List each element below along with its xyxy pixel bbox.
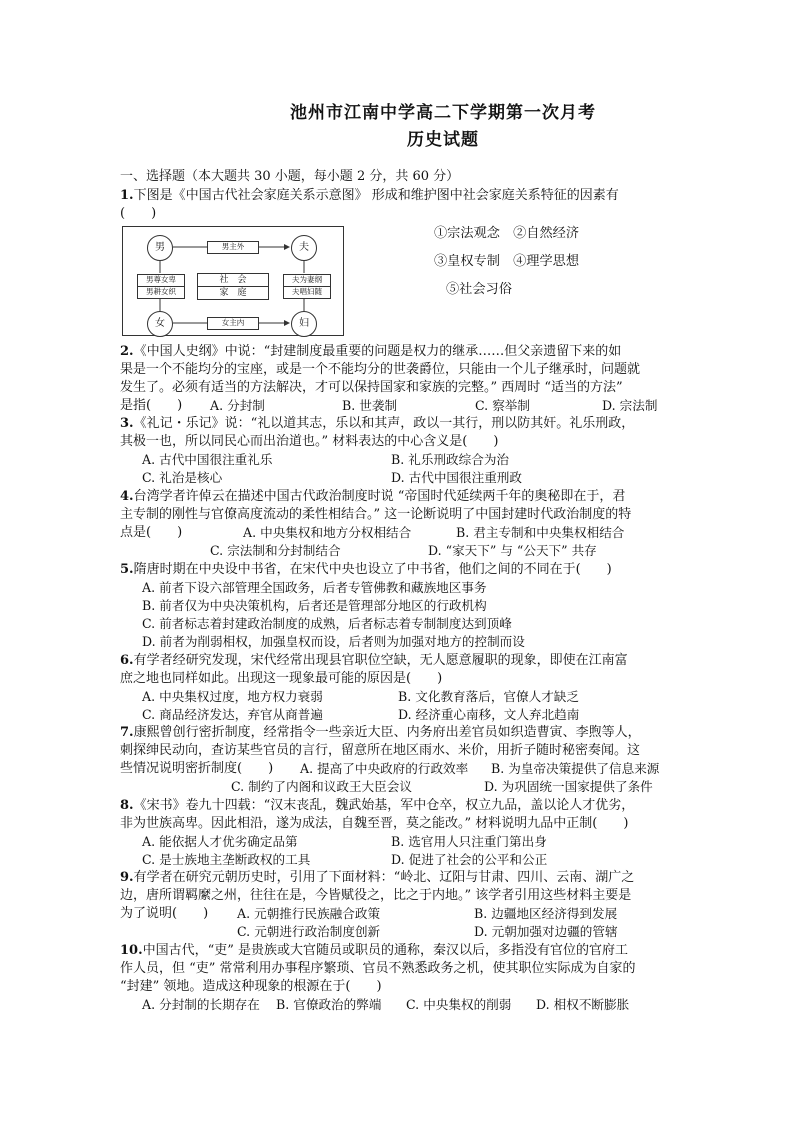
option-b: B. 边疆地区经济得到发展 bbox=[474, 906, 618, 921]
option-d: D. 相权不断膨胀 bbox=[536, 997, 630, 1012]
question-4-line-1 bbox=[120, 488, 625, 505]
question-number: 1. bbox=[120, 188, 134, 203]
option-b: B. 官僚政治的弊端 bbox=[276, 997, 382, 1012]
option-d: D. 元朝加强对边疆的管辖 bbox=[474, 924, 618, 939]
female-inside-box: 女主内 bbox=[207, 317, 259, 330]
exam-subtitle: 历史试题 bbox=[407, 130, 479, 150]
question-2-line-3: 发生了。必须有适当的方法解决，才可以保持国家和家族的完整。” 西周时 “适当的方法” bbox=[120, 380, 623, 395]
option-a: A. 分封制的长期存在 bbox=[142, 997, 260, 1012]
option-b: B. 君主专制和中央集权相结合 bbox=[456, 525, 625, 540]
wife-node: 妇 bbox=[291, 311, 317, 337]
question-9-stem-end: 为了说明( ) bbox=[120, 906, 209, 921]
question-2-line-1 bbox=[120, 343, 621, 360]
question-text: 下图是《中国古代社会家庭关系示意图》 形成和维护图中社会家庭关系特征的因素有 bbox=[133, 188, 619, 203]
question-2-line-2: 果是一个不能均分的宝座，或是一个不能均分的世袭爵位，只能由一个儿子继承时，问题就 bbox=[120, 362, 641, 377]
option-a: A. 前者下设六部管理全国政务，后者专管佛教和藏族地区事务 bbox=[142, 580, 487, 595]
question-7-line-1 bbox=[120, 724, 641, 741]
question-7-line-2: 刺探绅民动向，查访某些官员的言行，留意所在地区雨水、米价，用折子随时秘密奏闻。这 bbox=[120, 743, 641, 758]
option-c: C. 是士族地主垄断政权的工具 bbox=[142, 852, 311, 867]
option-c: C. 元朝进行政治制度创新 bbox=[237, 924, 381, 939]
left-bottom-box: 男耕女织 bbox=[137, 286, 185, 299]
q1-choice-line: ③皇权专制 ④理学思想 bbox=[434, 254, 580, 269]
option-c: C. 商品经济发达，弃官从商普遍 bbox=[142, 707, 323, 722]
section-heading: 一、选择题（本大题共 30 小题，每小题 2 分，共 60 分） bbox=[120, 169, 460, 184]
question-number: 9. bbox=[120, 870, 134, 885]
question-10-line-3: “封建” 领地。造成这种现象的根源在于( ) bbox=[120, 979, 382, 994]
question-3-line-2: 其极一也，所以同民心而出治道也。” 材料表达的中心含义是( ) bbox=[120, 434, 499, 449]
option-c: C. 礼治是核心 bbox=[142, 470, 223, 485]
question-10-line-2: 作人员，但 “吏” 常常利用办事程序繁琐、官员不熟悉政务之机，使其职位实际成为自家的 bbox=[120, 961, 636, 976]
question-number: 6. bbox=[120, 653, 134, 668]
option-a: A. 中央集权过度，地方权力衰弱 bbox=[142, 689, 323, 704]
question-10-line-1 bbox=[120, 942, 628, 959]
option-d: D. 宗法制 bbox=[602, 398, 658, 413]
option-a: A. 提高了中央政府的行政效率 bbox=[300, 761, 469, 776]
q1-choice-line: ①宗法观念 ②自然经济 bbox=[434, 226, 580, 241]
option-d: D. 为巩固统一国家提供了条件 bbox=[484, 779, 653, 794]
option-d: D. 促进了社会的公平和公正 bbox=[391, 852, 548, 867]
family-relation-diagram bbox=[122, 226, 344, 336]
right-bottom-box: 夫唱妇随 bbox=[283, 286, 331, 299]
question-number: 3. bbox=[120, 416, 134, 431]
option-c: C. 前者标志着封建政治制度的成熟，后者标志着专制制度达到顶峰 bbox=[142, 616, 512, 631]
question-number: 5. bbox=[120, 562, 134, 577]
question-text: 有学者经研究发现，宋代经常出现县官职位空缺，无人愿意履职的现象，即使在江南富 bbox=[133, 653, 628, 668]
option-d: D. 经济重心南移，文人弃北趋南 bbox=[398, 707, 580, 722]
question-6-line-1 bbox=[120, 652, 628, 669]
question-text: 《中国人史纲》中说：“封建制度最重要的问题是权力的继承……但父亲遗留下来的如 bbox=[133, 344, 622, 359]
option-a: A. 中央集权和地方分权相结合 bbox=[243, 525, 412, 540]
question-text: 中国古代，“吏” 是贵族或大官随员或职员的通称，秦汉以后，多指没有官位的官府工 bbox=[142, 943, 629, 958]
option-d: D. “家天下” 与 “公天下” 共存 bbox=[428, 543, 597, 558]
question-1-line-1 bbox=[120, 187, 619, 204]
question-number: 8. bbox=[120, 798, 134, 813]
husband-node: 夫 bbox=[291, 235, 317, 261]
question-2-stem-end: 是指( ) bbox=[120, 398, 183, 413]
question-number: 7. bbox=[120, 725, 134, 740]
question-number: 4. bbox=[120, 489, 134, 504]
question-3-line-1 bbox=[120, 415, 634, 432]
male-node: 男 bbox=[147, 235, 173, 261]
question-text: 隋唐时期在中央设中书省，在宋代中央也设立了中书省，他们之间的不同在于( ) bbox=[133, 562, 612, 577]
question-8-line-1 bbox=[120, 797, 634, 814]
option-c: C. 中央集权的削弱 bbox=[406, 997, 512, 1012]
question-text: 《宋书》卷九十四载：“汉末丧乱，魏武始基，军中仓卒，权立九品，盖以论人才优劣， bbox=[133, 798, 635, 813]
exam-title: 池州市江南中学高二下学期第一次月考 bbox=[290, 103, 596, 123]
question-text: 康熙曾创行密折制度，经常指令一些亲近大臣、内务府出差官员如织造曹寅、李煦等人， bbox=[133, 725, 641, 740]
society-box: 社 会 bbox=[197, 273, 269, 287]
option-d: D. 前者为削弱相权，加强皇权而设，后者则为加强对地方的控制而设 bbox=[142, 634, 525, 649]
question-9-line-2: 边，唐所谓羁縻之州，往往在是，今皆赋役之，比之于内地。” 该学者引用这些材料主要是 bbox=[120, 888, 632, 903]
option-a: A. 古代中国很注重礼乐 bbox=[142, 452, 273, 467]
question-text: 台湾学者许倬云在描述中国古代政治制度时说 “帝国时代延续两千年的奥秘即在于，君 bbox=[133, 489, 626, 504]
question-4-line-2: 主专制的刚性与官僚高度流动的柔性相结合。” 这一论断说明了中国封建时代政治制度的特 bbox=[120, 507, 632, 522]
question-text: 《礼记・乐记》说：“礼以道其志，乐以和其声，政以一其行，刑以防其奸。礼乐刑政， bbox=[133, 416, 635, 431]
option-c: C. 宗法制和分封制结合 bbox=[210, 543, 341, 558]
question-1-line-2: ( ) bbox=[120, 206, 157, 221]
question-7-stem-end: 些情况说明密折制度( ) bbox=[120, 761, 274, 776]
option-c: C. 制约了内阁和议政王大臣会议 bbox=[231, 779, 412, 794]
option-d: D. 古代中国很注重刑政 bbox=[391, 470, 522, 485]
right-top-box: 夫为妻纲 bbox=[283, 274, 331, 287]
option-b: B. 前者仅为中央决策机构，后者还是管理部分地区的行政机构 bbox=[142, 598, 487, 613]
option-b: B. 文化教育落后，官僚人才缺乏 bbox=[398, 689, 579, 704]
option-b: B. 为皇帝决策提供了信息来源 bbox=[491, 761, 660, 776]
option-b: B. 礼乐刑政综合为治 bbox=[391, 452, 510, 467]
female-node: 女 bbox=[147, 311, 173, 337]
q1-choice-line: ⑤社会习俗 bbox=[446, 282, 512, 297]
question-9-line-1 bbox=[120, 869, 634, 886]
question-text: 有学者在研究元朝历史时，引用了下面材料：“岭北、辽阳与甘肃、四川、云南、湖广之 bbox=[133, 870, 635, 885]
question-number: 2. bbox=[120, 344, 134, 359]
option-a: A. 元朝推行民族融合政策 bbox=[237, 906, 381, 921]
left-top-box: 男尊女卑 bbox=[137, 274, 185, 287]
family-box: 家 庭 bbox=[197, 286, 269, 300]
question-5-line-1 bbox=[120, 561, 612, 578]
option-b: B. 世袭制 bbox=[342, 398, 398, 413]
question-4-stem-end: 点是( ) bbox=[120, 525, 183, 540]
option-a: A. 分封制 bbox=[210, 398, 265, 413]
option-b: B. 选官用人只注重门第出身 bbox=[391, 834, 547, 849]
question-6-line-2: 庶之地也同样如此。出现这一现象最可能的原因是( ) bbox=[120, 671, 443, 686]
question-number: 10. bbox=[120, 943, 143, 958]
option-c: C. 察举制 bbox=[475, 398, 530, 413]
option-a: A. 能依据人才优劣确定品第 bbox=[142, 834, 298, 849]
question-8-line-2: 非为世族高卑。因此相沿，遂为成法，自魏至晋，莫之能改。” 材料说明九品中正制( ) bbox=[120, 816, 629, 831]
male-outside-box: 男主外 bbox=[207, 241, 259, 254]
